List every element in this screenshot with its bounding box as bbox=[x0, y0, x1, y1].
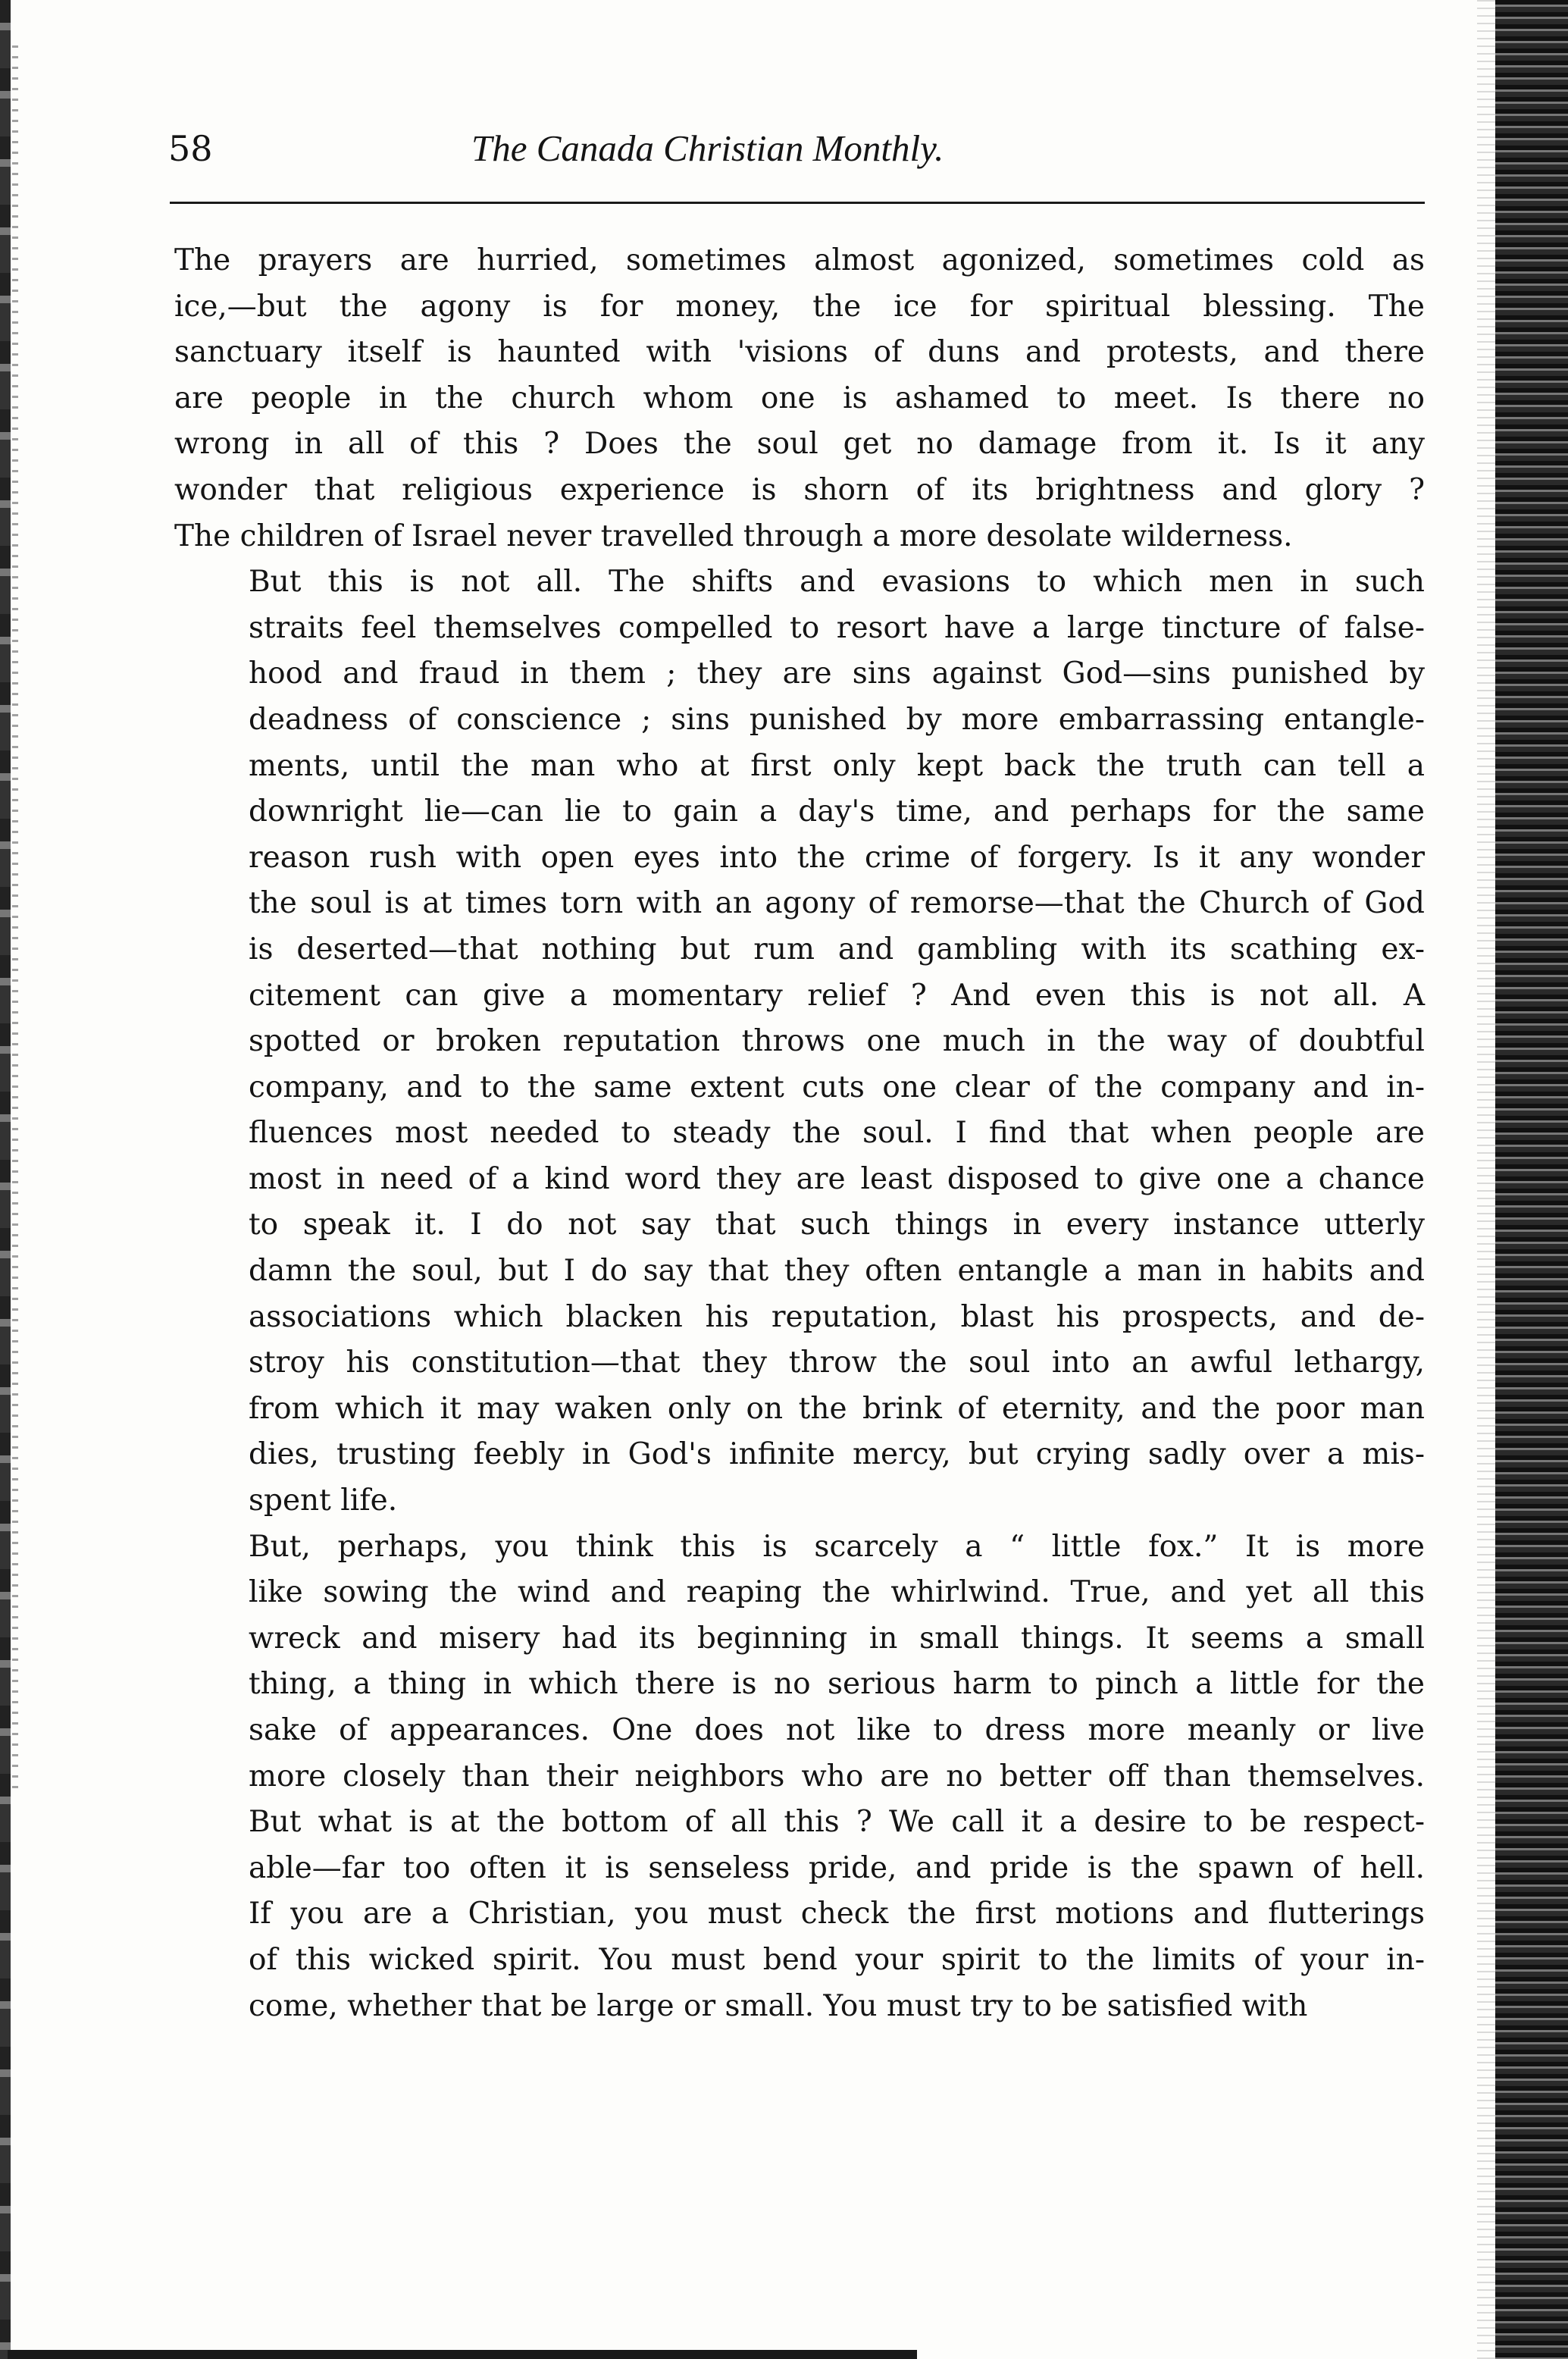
left-margin-specks bbox=[12, 45, 18, 1789]
text-line: from which it may waken only on the brink of eternity, and the poor man bbox=[249, 1391, 1425, 1426]
text-line: But, perhaps, you think this is scarcely a “ little fox.” It is more bbox=[249, 1529, 1425, 1564]
text-line: spent life. bbox=[249, 1483, 398, 1518]
text-line: ice,—but the agony is for money, the ice for spiritual blessing. The bbox=[174, 289, 1425, 324]
text-line: deadness of conscience ; sins punished by more embarrassing entangle- bbox=[249, 702, 1425, 737]
text-line: reason rush with open eyes into the crime of forgery. Is it any wonder bbox=[249, 840, 1425, 875]
text-line: fluences most needed to steady the soul. I find that when people are bbox=[249, 1116, 1425, 1151]
text-line: hood and fraud in them ; they are sins against God—sins punished by bbox=[249, 656, 1425, 691]
paragraph bbox=[174, 238, 1425, 559]
text-line: sake of appearances. One does not like to dress more meanly or live bbox=[249, 1713, 1425, 1747]
text-line: the soul is at times torn with an agony of remorse—that the Church of God bbox=[249, 886, 1425, 921]
header-rule bbox=[170, 202, 1425, 204]
right-page-edge bbox=[1495, 0, 1568, 2359]
text-line: The prayers are hurried, sometimes almost agonized, sometimes cold as bbox=[174, 243, 1425, 277]
text-line: wonder that religious experience is shorn of its brightness and glory ? bbox=[174, 472, 1425, 507]
text-line: is deserted—that nothing but rum and gambling with its scathing ex- bbox=[249, 932, 1425, 966]
text-line: The children of Israel never travelled through a more desolate wilderness. bbox=[174, 518, 1293, 553]
text-line: spotted or broken reputation throws one much in the way of doubtful bbox=[249, 1024, 1425, 1059]
text-line: are people in the church whom one is ashamed to meet. Is there no bbox=[174, 381, 1425, 415]
article-body bbox=[174, 238, 1425, 2029]
text-line: wrong in all of this ? Does the soul get no damage from it. Is it any bbox=[174, 427, 1425, 462]
text-line: But what is at the bottom of all this ? We call it a desire to be respect- bbox=[249, 1805, 1425, 1840]
text-line: downright lie—can lie to gain a day's time, and perhaps for the same bbox=[249, 794, 1425, 829]
text-line: come, whether that be large or small. You must try to be satisfied with bbox=[249, 1988, 1308, 2023]
text-line: straits feel themselves compelled to resort have a large tincture of false- bbox=[249, 610, 1425, 645]
text-line: most in need of a kind word they are least disposed to give one a chance bbox=[249, 1161, 1425, 1196]
text-line: associations which blacken his reputation, blast his prospects, and de- bbox=[249, 1299, 1425, 1334]
text-line: like sowing the wind and reaping the whirlwind. True, and yet all this bbox=[249, 1575, 1425, 1610]
text-line: of this wicked spirit. You must bend your spirit to the limits of your in- bbox=[249, 1942, 1425, 1977]
text-line: damn the soul, but I do say that they often entangle a man in habits and bbox=[249, 1254, 1425, 1289]
running-header bbox=[168, 126, 1426, 179]
running-title: The Canada Christian Monthly. bbox=[471, 127, 944, 169]
paragraph bbox=[174, 1524, 1425, 2030]
text-line: thing, a thing in which there is no serious harm to pinch a little for the bbox=[249, 1667, 1425, 1702]
bottom-page-edge bbox=[8, 2350, 917, 2359]
text-line: If you are a Christian, you must check the first motions and flutterings bbox=[249, 1897, 1425, 1931]
text-line: ments, until the man who at first only kept back the truth can tell a bbox=[249, 748, 1425, 783]
text-line: citement can give a momentary relief ? And even this is not all. A bbox=[249, 978, 1425, 1013]
page-number: 58 bbox=[168, 128, 213, 169]
text-line: to speak it. I do not say that such things in every instance utterly bbox=[249, 1208, 1425, 1242]
text-line: able—far too often it is senseless pride, and pride is the spawn of hell. bbox=[249, 1850, 1425, 1885]
left-binding-edge bbox=[0, 0, 11, 2359]
text-line: dies, trusting feebly in God's infinite mercy, but crying sadly over a mis- bbox=[249, 1437, 1425, 1472]
text-line: company, and to the same extent cuts one clear of the company and in- bbox=[249, 1070, 1425, 1104]
text-line: more closely than their neighbors who are no better off than themselves. bbox=[249, 1759, 1425, 1794]
paragraph bbox=[174, 559, 1425, 1524]
text-line: sanctuary itself is haunted with 'visions of duns and protests, and there bbox=[174, 335, 1425, 370]
text-line: But this is not all. The shifts and evasions to which men in such bbox=[249, 565, 1425, 600]
text-line: wreck and misery had its beginning in small things. It seems a small bbox=[249, 1621, 1425, 1656]
text-line: stroy his constitution—that they throw the soul into an awful lethargy, bbox=[249, 1346, 1425, 1380]
